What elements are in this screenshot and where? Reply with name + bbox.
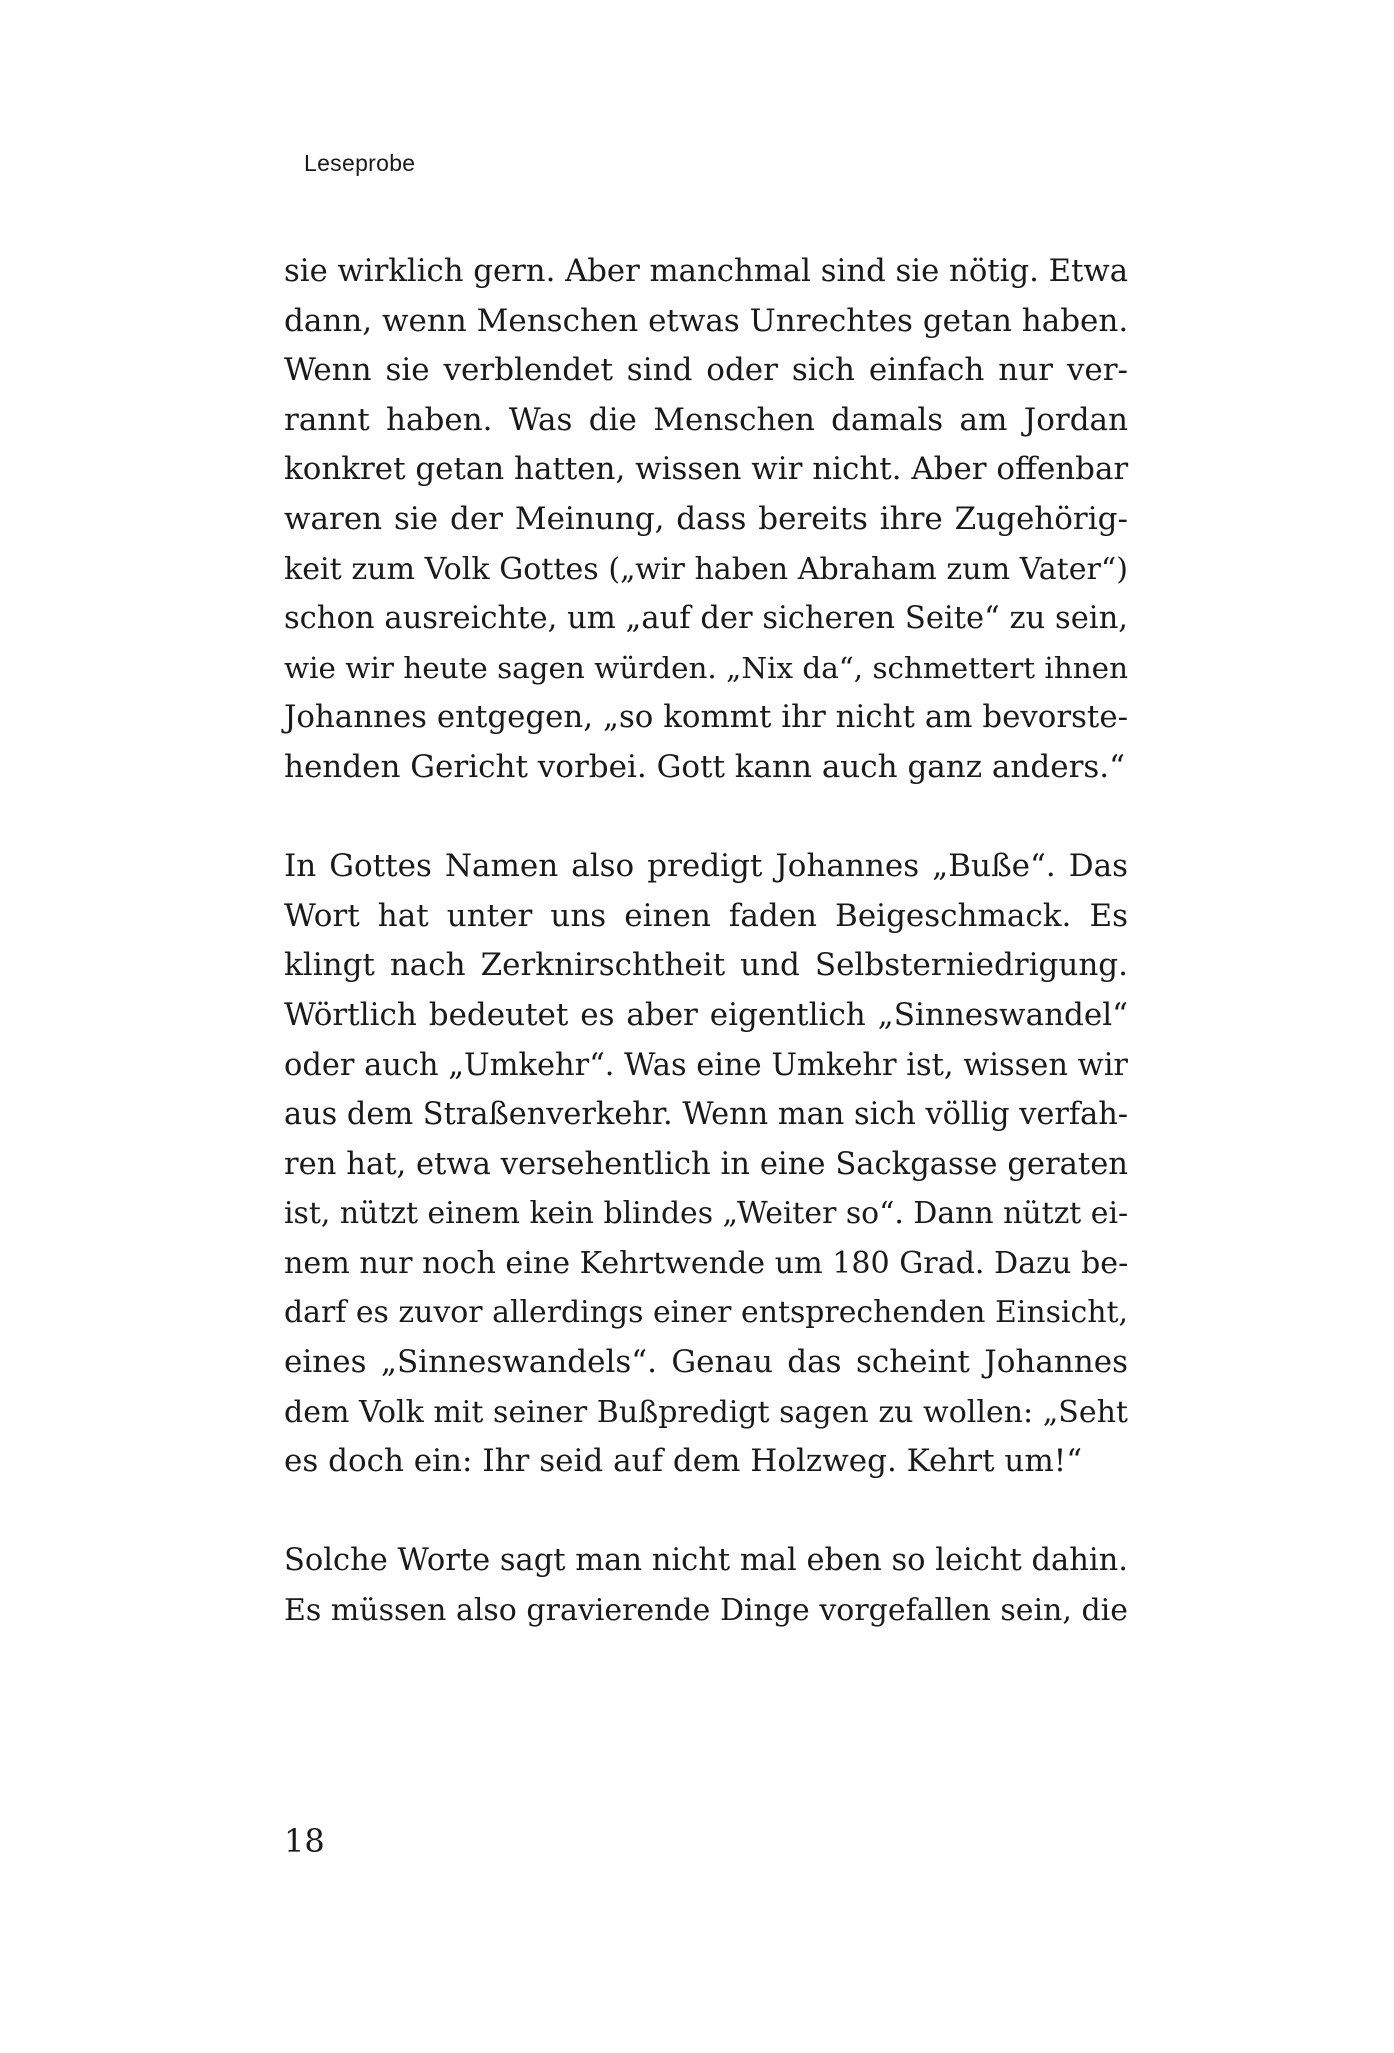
text-line: oder auch „Umkehr“. Was eine Umkehr ist, wissen wir	[284, 1047, 1128, 1083]
text-line: ist, nützt einem kein blindes „Weiter so“. Dann nützt ei-	[284, 1196, 1129, 1232]
text-line: sie wirklich gern. Aber manchmal sind sie nötig. Etwa	[284, 253, 1128, 289]
text-line: In Gottes Namen also predigt Johannes „Buße“. Das	[284, 848, 1128, 885]
page-number: 18	[284, 1822, 325, 1860]
paragraph	[284, 842, 1128, 1487]
text-line: Wort hat unter uns einen faden Beigeschmack. Es	[284, 897, 1128, 934]
text-line: nem nur noch eine Kehrtwende um 180 Grad. Dazu be-	[284, 1245, 1129, 1281]
paragraph	[284, 1536, 1128, 1635]
text-line: waren sie der Meinung, dass bereits ihre Zugehörig-	[284, 500, 1128, 537]
text-line: konkret getan hatten, wissen wir nicht. Aber offenbar	[284, 451, 1129, 488]
text-line: schon ausreichte, um „auf der sicheren Seite“ zu sein,	[284, 601, 1128, 637]
text-line: dann, wenn Menschen etwas Unrechtes getan haben.	[284, 302, 1129, 339]
text-line: aus dem Straßenverkehr. Wenn man sich völlig verfah-	[284, 1097, 1129, 1133]
text-line: ren hat, etwa versehentlich in eine Sackgasse geraten	[284, 1146, 1128, 1182]
text-line: Wörtlich bedeutet es aber eigentlich „Sinneswandel“	[284, 996, 1128, 1033]
text-line: Johannes entgegen, „so kommt ihr nicht am bevorste-	[284, 699, 1128, 736]
text-line: klingt nach Zerknirschtheit und Selbsterniedrigung.	[284, 947, 1128, 984]
text-line: rannt haben. Was die Menschen damals am Jordan	[284, 401, 1128, 438]
body-text	[284, 247, 1128, 1636]
text-line: Wenn sie verblendet sind oder sich einfach nur ver-	[284, 352, 1128, 389]
text-line: es doch ein: Ihr seid auf dem Holzweg. Kehrt um!“	[284, 1443, 1083, 1480]
text-line: wie wir heute sagen würden. „Nix da“, schmettert ihnen	[284, 650, 1128, 685]
text-line: henden Gericht vorbei. Gott kann auch ganz anders.“	[284, 748, 1125, 785]
text-line: Solche Worte sagt man nicht mal eben so leicht dahin.	[284, 1543, 1128, 1579]
running-header: Leseprobe	[304, 150, 416, 176]
text-line: keit zum Volk Gottes („wir haben Abraham zum Vater“)	[284, 551, 1128, 587]
text-line: eines „Sinneswandels“. Genau das scheint Johannes	[284, 1344, 1128, 1381]
text-line: dem Volk mit seiner Bußpredigt sagen zu wollen: „Seht	[284, 1394, 1128, 1430]
paragraph	[284, 247, 1128, 793]
text-line: darf es zuvor allerdings einer entsprechenden Einsicht,	[284, 1295, 1128, 1331]
text-line: Es müssen also gravierende Dinge vorgefallen sein, die	[284, 1593, 1128, 1629]
